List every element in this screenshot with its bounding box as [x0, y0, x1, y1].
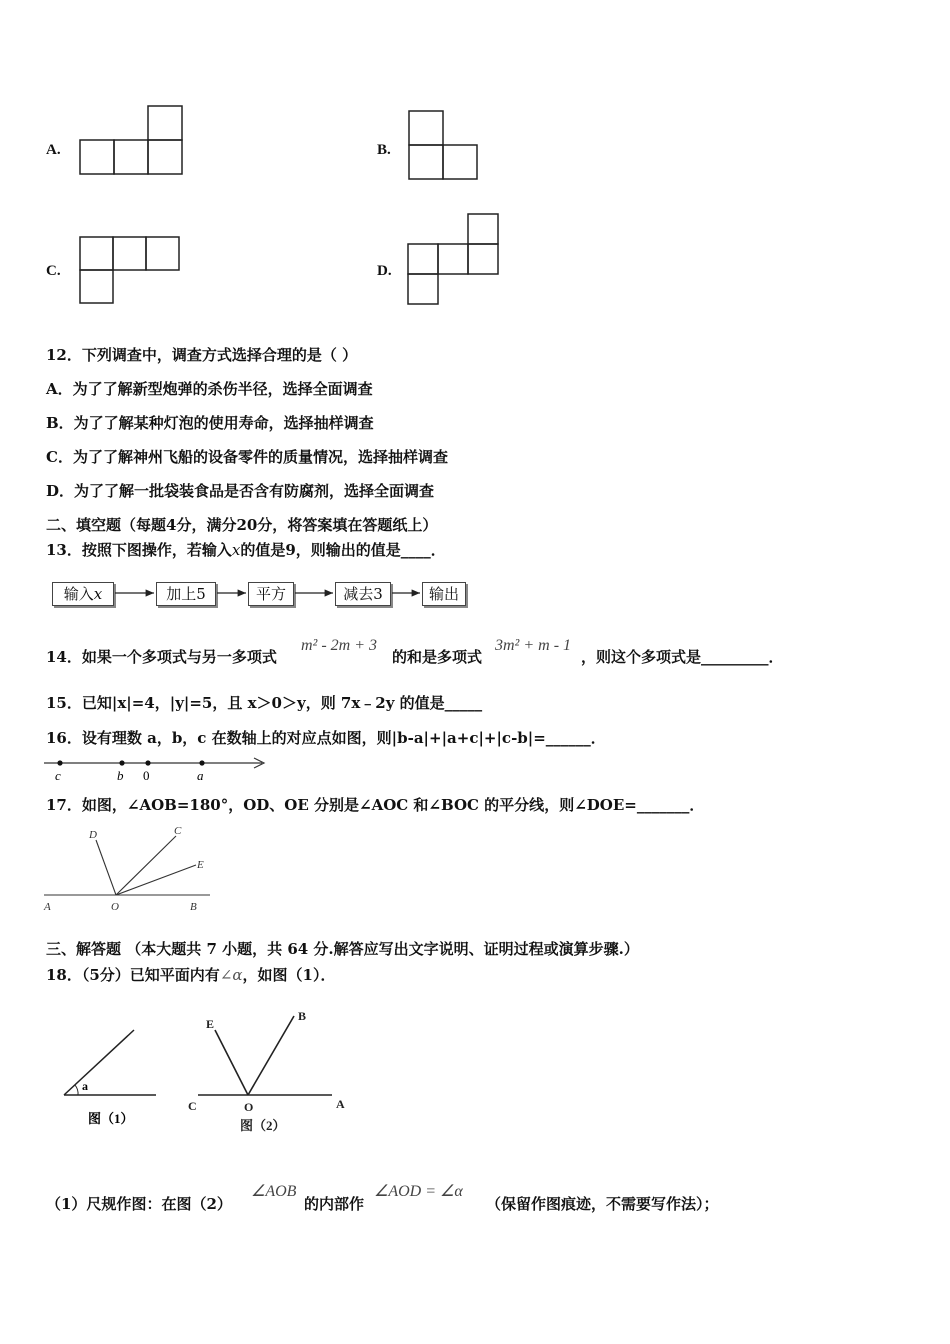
ray-oe [116, 865, 196, 895]
option-b-figure [404, 107, 484, 181]
q13-stem-part1: 13．按照下图操作，若输入 [46, 541, 232, 559]
option-c-label: C. [46, 263, 61, 279]
label-a: a [197, 768, 204, 783]
q12-stem: 12．下列调查中，调查方式选择合理的是（ ） [46, 346, 358, 364]
q13-stem [46, 541, 446, 559]
q18-part1-formula-2: ∠AOD = ∠α [374, 1183, 463, 1200]
fig1-angle-arc [75, 1085, 78, 1095]
q14-formula-1: m² - 2m + 3 [301, 637, 378, 654]
q14-stem-part2: 的和是多项式 [392, 648, 483, 666]
q12-option-a: A．为了了解新型炮弹的杀伤半径，选择全面调查 [46, 380, 373, 398]
q18-figure-2 [182, 1006, 362, 1136]
label-b: b [117, 768, 124, 783]
flow-box-sub3: 减去3 [335, 582, 391, 606]
q12-option-d: D．为了了解一批袋装食品是否含有防腐剂，选择全面调查 [46, 482, 435, 500]
q18-part1-c: （保留作图痕迹，不需要写作法）； [486, 1195, 719, 1213]
flow-input-var: x [93, 585, 103, 603]
option-d-figure [404, 210, 504, 306]
option-a-figure [74, 100, 192, 182]
q18-figure-1 [58, 1022, 168, 1132]
q12-option-b: B．为了了解某种灯泡的使用寿命，选择抽样调查 [46, 414, 374, 432]
ray-oc [116, 836, 176, 895]
q18-part1-formula-1: ∠AOB [251, 1183, 297, 1200]
flow-arrows [0, 580, 470, 610]
ray-od [96, 840, 116, 895]
fig2-label-c: C [188, 1099, 197, 1113]
fig2-label-a: A [336, 1097, 345, 1111]
q14-formula-2: 3m² + m - 1 [495, 637, 572, 654]
point-a [199, 760, 204, 765]
point-b [119, 760, 124, 765]
fig1-angle-label: a [82, 1079, 88, 1093]
fig2-label-e: E [206, 1017, 215, 1031]
label-d: D [89, 829, 97, 841]
option-a-label: A. [46, 142, 61, 158]
label-a-pt: A [44, 901, 51, 913]
q18-part1-b: 的内部作 [304, 1195, 365, 1213]
label-e: E [197, 859, 204, 871]
q18-stem [46, 966, 335, 984]
fig1-caption: 图（1） [88, 1111, 134, 1126]
label-c: c [55, 768, 61, 783]
q12-option-c: C．为了了解神州飞船的设备零件的质量情况，选择抽样调查 [46, 448, 448, 466]
option-d-label: D. [377, 263, 392, 279]
flow-input-text: 输入 [63, 585, 94, 603]
option-c-figure [74, 232, 186, 306]
q15-text: 15．已知|x|=4，|y|=5，且 x＞0＞y，则 7x﹣2y 的值是_____ [46, 694, 483, 712]
fig2-caption: 图（2） [240, 1118, 286, 1133]
fig2-ray-ob [248, 1016, 294, 1095]
flow-box-square: 平方 [248, 582, 294, 606]
q18-stem-part2: ，如图（1）． [242, 966, 336, 984]
fig2-ray-oe [215, 1030, 248, 1095]
section-3-heading: 三、解答题 （本大题共 7 小题，共 64 分.解答应写出文字说明、证明过程或演算步骤.） [46, 940, 639, 958]
point-zero [145, 760, 150, 765]
q17-angle-figure [40, 822, 220, 914]
q14-stem-part3: ，则这个多项式是_________． [581, 648, 784, 666]
q13-var: x [231, 541, 241, 559]
fig2-label-b: B [298, 1009, 307, 1023]
q16-text: 16．设有理数 a，b，c 在数轴上的对应点如图，则|b-a|+|a+c|+|c-b|=______． [46, 729, 606, 747]
q14-stem-part1: 14．如果一个多项式与另一多项式 [46, 648, 277, 666]
fig2-label-o: O [244, 1100, 254, 1114]
label-o: O [111, 901, 119, 913]
label-b-pt: B [190, 901, 197, 913]
q13-stem-part2: 的值是9，则输出的值是____． [240, 541, 446, 559]
q18-stem-part1: 18．（5分）已知平面内有 [46, 966, 220, 984]
q16-number-line [40, 752, 270, 784]
fig1-slant-ray [64, 1030, 134, 1095]
label-zero: 0 [143, 768, 150, 783]
q18-angle-symbol: ∠α [219, 966, 243, 984]
point-c [57, 760, 62, 765]
section-2-heading: 二、填空题（每题4分，满分20分，将答案填在答题纸上） [46, 516, 438, 534]
q18-part1-a: （1）尺规作图：在图（2） [46, 1195, 232, 1213]
flow-box-add5: 加上5 [156, 582, 216, 606]
option-b-label: B. [377, 142, 391, 158]
label-c-ray: C [174, 825, 182, 837]
flow-box-output: 输出 [422, 582, 466, 606]
q17-text: 17．如图，∠AOB=180°，OD、OE 分别是∠AOC 和∠BOC 的平分线，则∠DOE=_______． [46, 796, 705, 814]
